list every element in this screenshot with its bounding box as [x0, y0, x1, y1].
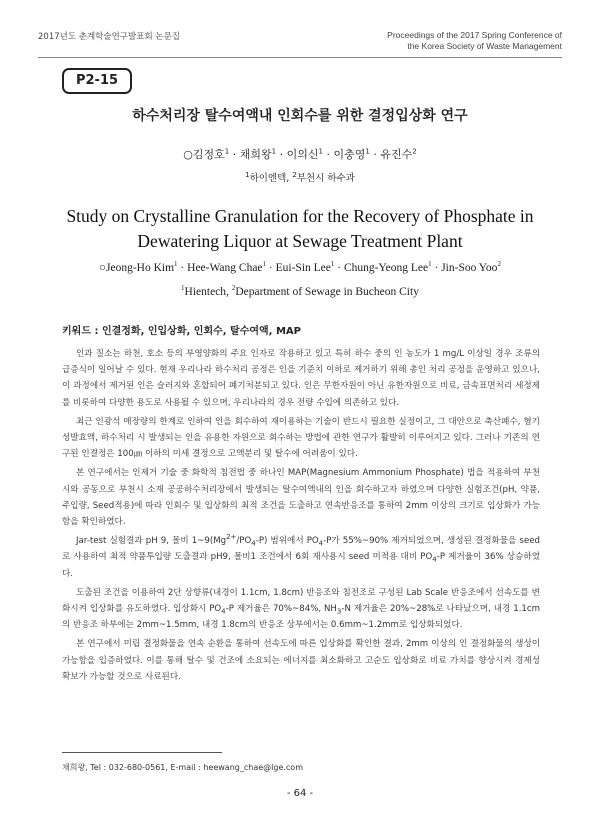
- author-separator: ·: [266, 262, 276, 274]
- text-run: -N 제거율은 20%~28%로 나타났으며, 내경 1.1cm의 반응조 하부에는 2mm~1.5mm, 내경 1.8cm의 반응조 상부에서는 0.6mm~1.2mm로 입상화되었다.: [62, 604, 540, 631]
- korean-authors: [0, 146, 600, 162]
- affil-sup: 2: [231, 284, 236, 293]
- text-sub: 3: [336, 607, 342, 616]
- author-sup: 1: [174, 260, 178, 269]
- affil-sup: 1: [181, 284, 185, 293]
- text-sub: 4: [251, 539, 256, 548]
- author-separator: ·: [229, 148, 240, 161]
- affil-sup: 1: [245, 170, 250, 179]
- author-separator: ·: [334, 262, 344, 274]
- paragraph-1: 인과 질소는 하천, 호소 등의 부영양화의 주요 인자로 작용하고 있고 특히 하수 중의 인 농도가 1 mg/L 이상일 경우 조류의 급증식이 일어날 수 있다. 현재 우리나라 하수처리 공정은 인을 기준치 이하로 제거하기 위해 총인 처리 공정을 운영하고 있으나, 이 과정에서 제거된 인은 슬러지와 혼합되어 폐기처분되고 있다. 인은 무한자원이 아닌 유한자원으로 비료, 금속표면처리 세정제를 비롯하여 다양한 용도로 사용될 수 있으며, 우리나라의 경우 전량 수입에 의존하고 있다.: [62, 349, 540, 408]
- text-run: -P 제거율이 36% 상승하였다.: [62, 552, 540, 579]
- running-header-left: 2017년도 춘계학술연구발표회 논문집: [38, 32, 180, 42]
- text-sub: 4: [221, 607, 226, 616]
- author-sup: 1: [330, 260, 335, 269]
- running-header-right: [387, 30, 562, 52]
- author-name: Eui-Sin Lee: [275, 262, 331, 274]
- text-run: -P가 55%~90% 제거되었으며, 생성된 결정화물을 seed로 사용하여 최적 약품투입량 도출결과 pH9, 몰비1 조건에서 6회 재사용시 seed 미적용 대비 PO: [62, 536, 540, 563]
- text-run: 도출된 조건을 이용하여 2단 상향류(내경이 1.1cm, 1.8cm) 반응조와 침전조로 구성된 Lab Scale 반응조에서 선속도를 변화시켜 입상화를 유도하였다. 입상화시 PO: [62, 587, 540, 615]
- english-authors: [0, 262, 600, 274]
- paragraph-4: [62, 533, 540, 582]
- text-run: Jar-test 실험결과 pH 9, 몰비 1~9(Mg: [76, 536, 227, 547]
- korean-title: 하수처리장 탈수여액내 인회수를 위한 결정입상화 연구: [132, 108, 468, 124]
- text-run: -P 제거율은 70%~84%, NH: [225, 604, 337, 615]
- affil-text: 하이엔텍,: [249, 173, 293, 184]
- abstract-body: [62, 346, 540, 688]
- paragraph-3: 본 연구에서는 인제거 기술 중 화학적 침전법 중 하나인 MAP(Magnesium Ammonium Phosphate) 법을 적용하여 부천시와 공동으로 부천시 소재 공공하수처리장에서 발생되는 탈수여액내의 인을 회수하고자 하였으며 다양한 실험조건(pH, 약품, 주입량, Seed적용)에 따라 인회수 및 입상화의 최적 조건을 도출하고 연속반응조를 통하여 2mm 이상의 크기로 입상화가 가능함을 확인하였다.: [62, 468, 540, 528]
- author-name: 채희왕: [239, 148, 272, 161]
- text-sup: 2+: [226, 533, 237, 542]
- author-sup: 1: [365, 147, 370, 156]
- author-sup: 1: [428, 260, 432, 269]
- header-right-line2: the Korea Society of Waste Management: [407, 41, 562, 51]
- korean-affiliation: [0, 170, 600, 184]
- page-number: - 64 -: [286, 788, 314, 799]
- author-separator: ·: [276, 148, 287, 161]
- author-separator: ·: [177, 262, 188, 274]
- author-sup: 1: [224, 147, 230, 156]
- author-name: Jeong-Ho Kim: [106, 262, 175, 274]
- affil-text: 부천시 하수과: [296, 173, 355, 184]
- author-separator: ·: [369, 148, 381, 161]
- author-separator: ·: [322, 148, 334, 161]
- paragraph-6: 본 연구에서 미립 결정화물을 연속 순환을 통하여 선속도에 따른 입상화를 확인한 결과, 2mm 이상의 인 결정화물의 생성이 가능함을 입증하였다. 이를 통해 탈수 및 건조에 소요되는 에너지를 최소화하고 고순도 입상화로 비료 가치를 향상시켜 경제성 확보가 가능할 것으로 사료된다.: [62, 639, 540, 682]
- author-name: 이충영: [333, 148, 366, 161]
- author-sup: 2: [497, 260, 501, 269]
- affil-text: Hientech,: [184, 286, 232, 298]
- english-title: [40, 204, 560, 254]
- header-right-line1: Proceedings of the 2017 Spring Conference of: [387, 30, 562, 40]
- author-name: Chung-Yeong Lee: [343, 262, 429, 274]
- text-run: /PO: [236, 536, 252, 547]
- affil-text: Department of Sewage in Bucheon City: [235, 286, 419, 298]
- keywords: 키워드 : 인결정화, 인입상화, 인회수, 탈수여액, MAP: [62, 326, 301, 337]
- english-affiliation: [0, 286, 600, 298]
- footnote-divider: [62, 752, 222, 753]
- author-name: Hee-Wang Chae: [187, 262, 263, 274]
- author-sup: 1: [271, 147, 277, 156]
- author-name: 유진수: [380, 148, 413, 161]
- footnote: 채희왕, Tel : 032-680-0561, E-mail : heewang_chae@lge.com: [62, 763, 303, 772]
- author-sup: 1: [262, 260, 267, 269]
- author-sup: 2: [412, 147, 417, 156]
- header-divider: [38, 57, 562, 58]
- author-sup: 1: [318, 147, 323, 156]
- author-name: Jin-Soo Yoo: [441, 262, 498, 274]
- affil-sup: 2: [292, 170, 297, 179]
- english-title-line2: Dewatering Liquor at Sewage Treatment Plant: [137, 231, 463, 251]
- paragraph-5: [62, 585, 540, 634]
- text-sub: 4: [318, 539, 324, 548]
- paragraph-2: 최근 인광석 매장량의 한계로 인하여 인을 회수하여 재이용하는 기술이 반드시 필요한 실정이고, 그 대안으로 축산폐수, 혐기성발효액, 하수처리 시 발생되는 인을 유용한 자원으로 회수하는 방법에 관한 연구가 활발히 이루어지고 있다. 그러나 기존의 연구된 인결정은 100㎛ 이하의 미세 결정으로 고액분리 및 탈수에 어려움이 있다.: [62, 416, 540, 460]
- author-name: 이의신: [286, 148, 319, 161]
- text-run: -P) 범위에서 PO: [255, 536, 319, 547]
- author-marker: ○: [183, 148, 193, 161]
- author-separator: ·: [431, 262, 442, 274]
- text-sub: 4: [432, 556, 437, 565]
- english-title-line1: Study on Crystalline Granulation for the Recovery of Phosphate in: [66, 206, 534, 226]
- paper-code-badge: P2-15: [62, 68, 132, 94]
- author-name: 김정호: [192, 148, 225, 161]
- author-marker: ○: [99, 262, 106, 274]
